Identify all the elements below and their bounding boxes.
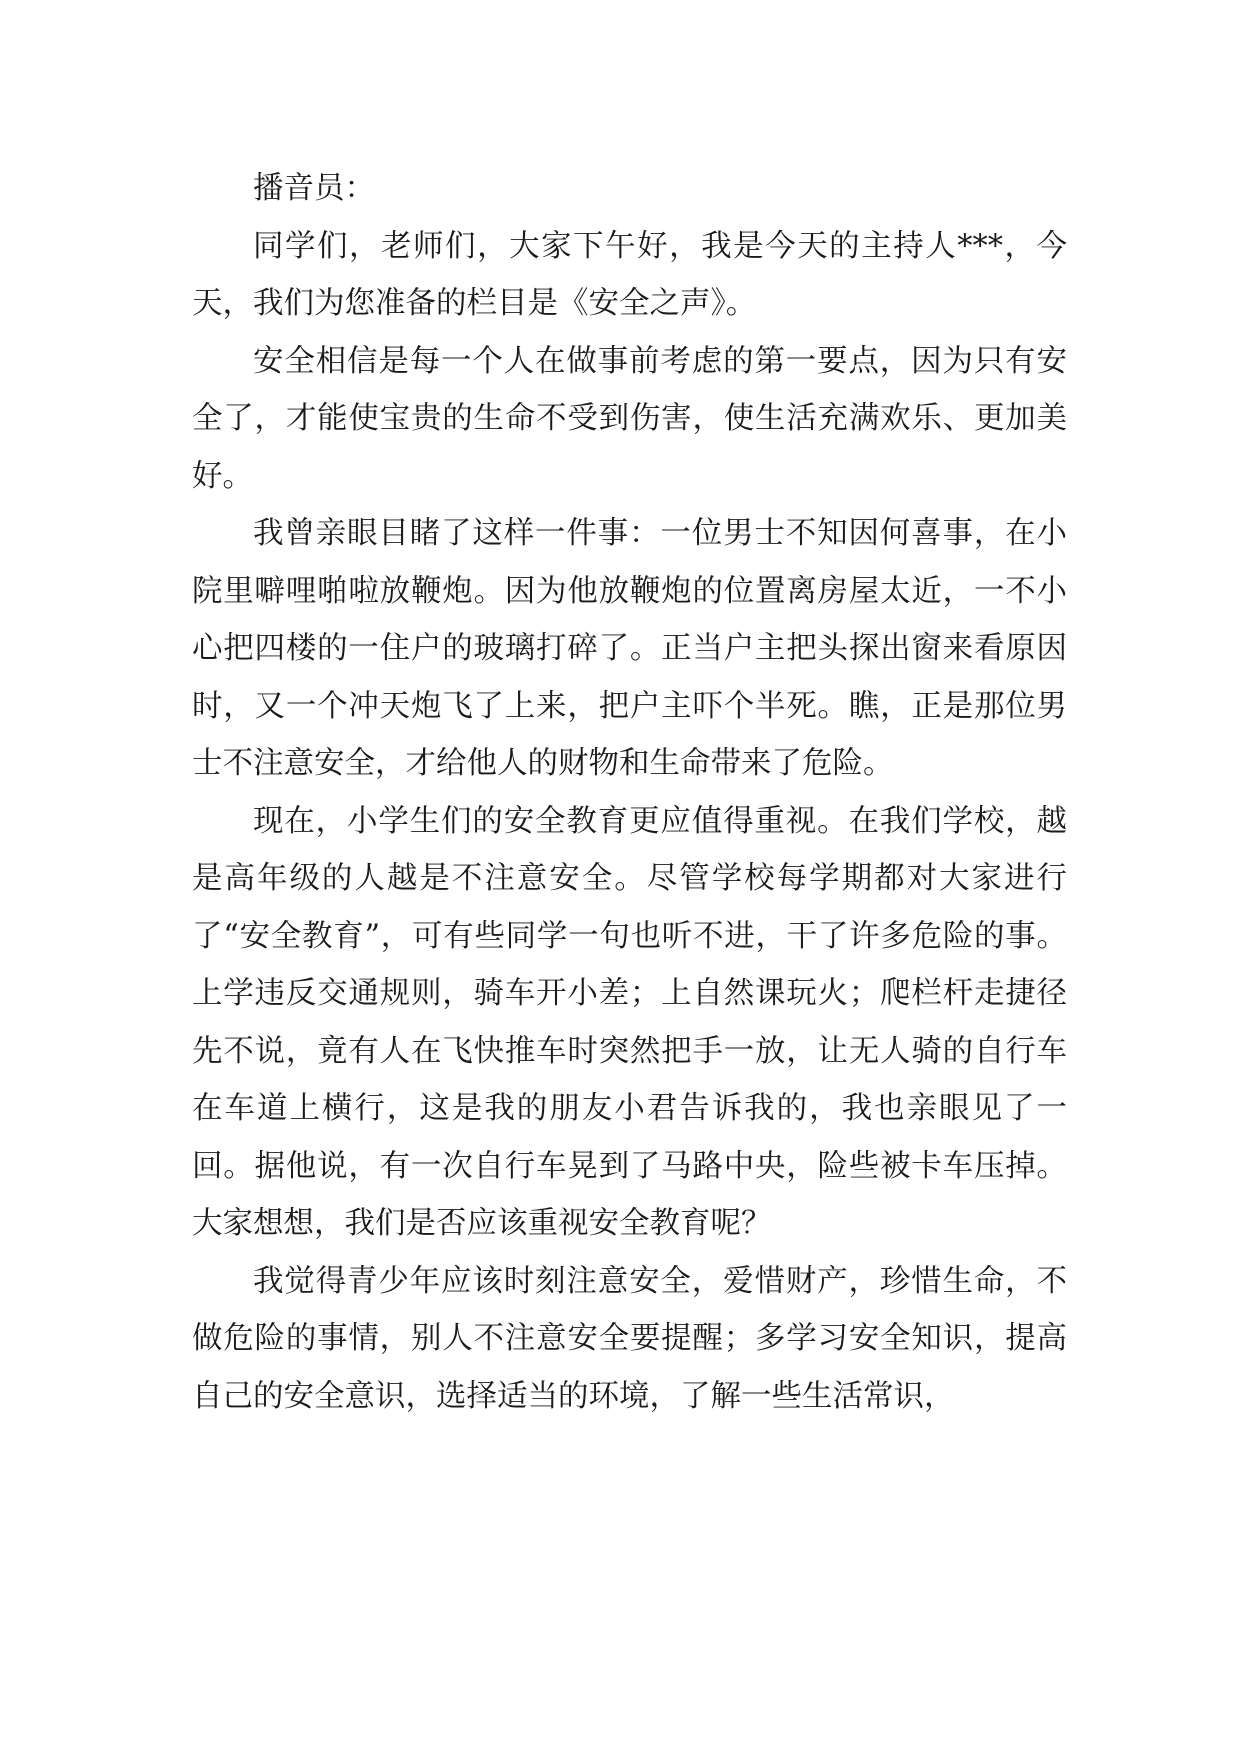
paragraph-greeting: 同学们，老师们，大家下午好，我是今天的主持人***，今天，我们为您准备的栏目是《安全之声》。 bbox=[192, 228, 1067, 321]
paragraph-firecracker-story: 我曾亲眼目睹了这样一件事：一位男士不知因何喜事，在小院里噼哩啪啦放鞭炮。因为他放鞭炮的位置离房屋太近，一不小心把四楼的一住户的玻璃打碎了。正当户主把头探出窗来看原因时，又一个冲天炮飞了上来，把户主吓个半死。瞧，正是那位男士不注意安全，才给他人的财物和生命带来了危险。 bbox=[192, 516, 1067, 781]
paragraph-advice: 我觉得青少年应该时刻注意安全，爱惜财产，珍惜生命，不做危险的事情，别人不注意安全要提醒；多学习安全知识，提高自己的安全意识，选择适当的环境，了解一些生活常识， bbox=[192, 1263, 1067, 1414]
paragraph-safety-intro: 安全相信是每一个人在做事前考虑的第一要点，因为只有安全了，才能使宝贵的生命不受到伤害，使生活充满欢乐、更加美好。 bbox=[192, 343, 1067, 494]
paragraph-announcer: 播音员： bbox=[253, 171, 375, 206]
document-body bbox=[192, 160, 1067, 1425]
paragraph-school-safety: 现在，小学生们的安全教育更应值得重视。在我们学校，越是高年级的人越是不注意安全。尽管学校每学期都对大家进行了“安全教育”，可有些同学一句也听不进，干了许多危险的事。上学违反交通规则，骑车开小差；上自然课玩火；爬栏杆走捷径先不说，竟有人在飞快推车时突然把手一放，让无人骑的自行车在车道上横行，这是我的朋友小君告诉我的，我也亲眼见了一回。据他说，有一次自行车晃到了马路中央，险些被卡车压掉。大家想想，我们是否应该重视安全教育呢？ bbox=[192, 803, 1067, 1241]
